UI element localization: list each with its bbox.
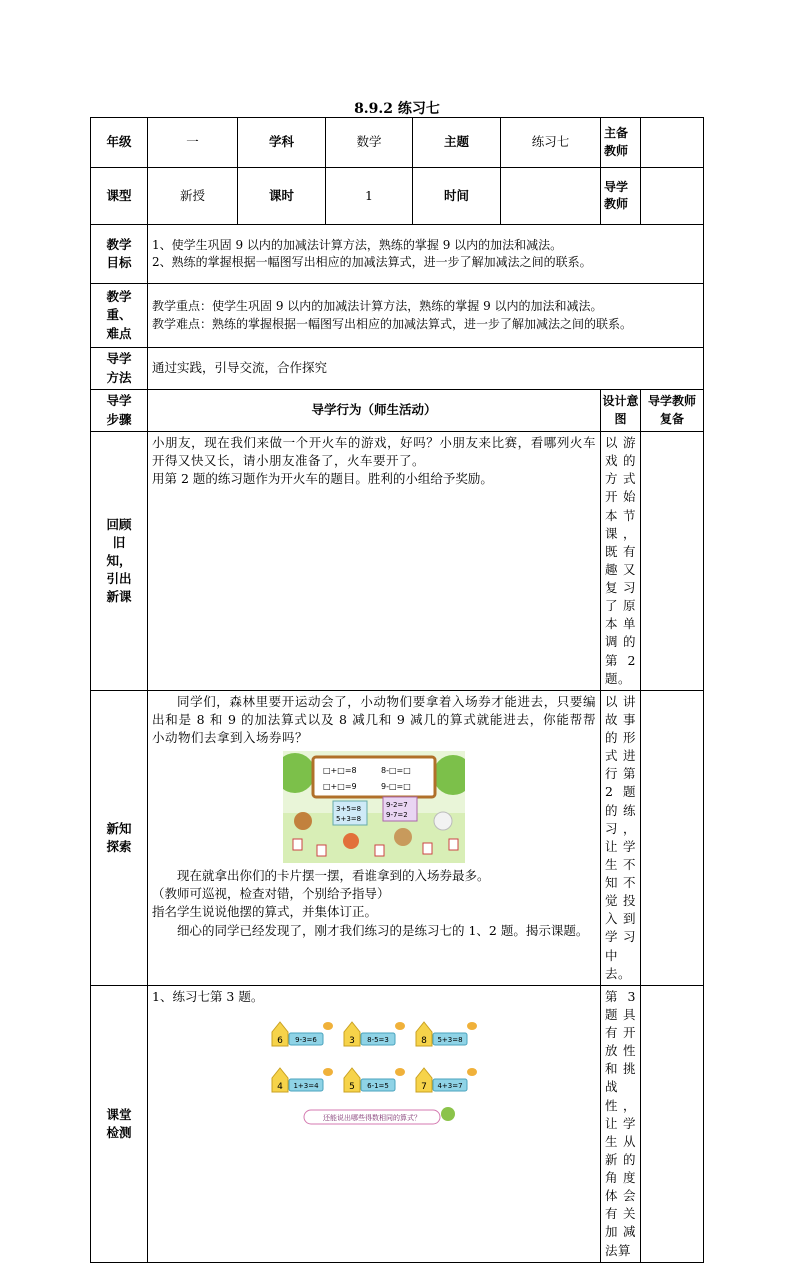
topic-value: 练习七 (501, 118, 601, 168)
number-card (293, 839, 302, 850)
bee-icon (467, 1068, 477, 1076)
lesson-type-value: 新授 (148, 168, 238, 225)
intent-header-text: 设计意图 (602, 394, 639, 426)
check-intent: 第 3 题具有开放性和挑战性，让学生从新的角度体会有关加减法算 (601, 985, 641, 1262)
check-section-label: 课堂检测 (91, 985, 148, 1262)
method-label: 导学方法 (91, 348, 148, 390)
bear-icon (394, 828, 412, 846)
grade-value: 一 (148, 118, 238, 168)
solution-2: 5+3=8 (336, 815, 362, 824)
board-row2-right: 9-□=□ (381, 782, 411, 792)
review-paragraph-2: 用第 2 题的练习题作为开火车的题目。胜利的小组给予奖励。 (152, 471, 493, 487)
lead-teacher-value (641, 118, 704, 168)
rabbit-icon (434, 812, 452, 830)
goals-label: 教学目标 (91, 225, 148, 284)
explore-paragraph-1: 同学们，森林里要开运动会了，小动物们要拿着入场券才能进去，只要编出和是 8 和 9 的加法算式以及 8 减几和 9 减几的算式就能进去，你能帮帮小动物们去拿到入场券吗？ (152, 693, 596, 745)
period-label: 课时 (238, 168, 326, 225)
fox-icon (343, 833, 359, 849)
page-title: 8.9.2 练习七 (354, 101, 440, 117)
key-points-label: 教学重、难点 (91, 284, 148, 348)
number-card (375, 845, 384, 856)
review-header: 导学教师复备 (641, 390, 704, 432)
equation-text: 5+3=8 (437, 1035, 463, 1044)
steps-header: 导学步骤 (91, 390, 148, 432)
check-paragraph-1: 1、练习七第 3 题。 (152, 988, 264, 1004)
check-notes (641, 985, 704, 1262)
number-houses-illustration (268, 1010, 480, 1128)
bee-icon (395, 1068, 405, 1076)
tree-icon (441, 1107, 455, 1121)
grade-label: 年级 (91, 118, 148, 168)
subject-label: 学科 (238, 118, 326, 168)
review-notes (641, 432, 704, 691)
number-card (423, 843, 432, 854)
review-section-label: 回顾旧知，引出新课 (91, 432, 148, 691)
time-label: 时间 (413, 168, 501, 225)
monkey-icon (294, 812, 312, 830)
solution-4: 9-7=2 (386, 811, 408, 820)
prompt-text: 还能说出哪些得数相同的算式？ (323, 1113, 421, 1122)
explore-paragraph-2: 现在就拿出你们的卡片摆一摆，看谁拿到的入场券最多。 (177, 868, 490, 884)
bee-icon (467, 1022, 477, 1030)
goals-line-1: 1、使学生巩固 9 以内的加减法计算方法，熟练的掌握 9 以内的加法和减法。 (152, 237, 563, 252)
explore-intent: 以讲故事的形式进行第 2 题的练习，让学生不知不觉投入到学习中去。 (601, 690, 641, 985)
review-paragraph-1: 小朋友，现在我们来做一个开火车的游戏，好吗？小朋友来比赛，看哪列火车开得又快又长，请小朋友准备了，火车要开了。 (152, 435, 596, 469)
house-number: 6 (277, 1035, 283, 1046)
intent-header (601, 390, 641, 432)
house-number: 8 (421, 1035, 427, 1046)
explore-paragraph-3: （教师可巡视，检查对错，个别给予指导） (152, 886, 390, 902)
key-point-line-1: 教学重点：使学生巩固 9 以内的加减法计算方法，熟练的掌握 9 以内的加法和减法。 (152, 299, 603, 314)
equation-text: 8-5=3 (367, 1035, 389, 1044)
explore-paragraph-5: 细心的同学已经发现了，刚才我们练习的是练习七的 1、2 题。揭示课题。 (177, 922, 589, 938)
house-number: 7 (421, 1081, 427, 1092)
board-row1-right: 8-□=□ (381, 766, 411, 776)
guide-teacher-value (641, 168, 704, 225)
equation-text: 1+3=4 (293, 1081, 319, 1090)
number-card (317, 845, 326, 856)
method-value: 通过实践，引导交流，合作探究 (148, 348, 704, 390)
house-number: 4 (277, 1081, 283, 1092)
guide-teacher-label: 导学教师 (601, 168, 641, 225)
explore-notes (641, 690, 704, 985)
bee-icon (323, 1068, 333, 1076)
equation-text: 4+3=7 (437, 1081, 463, 1090)
solution-3: 9-2=7 (386, 801, 408, 810)
bee-icon (395, 1022, 405, 1030)
review-intent: 以游戏的方式开始本节课，既有趣又复习了原本单调的第 2 题。 (601, 432, 641, 691)
bee-icon (323, 1022, 333, 1030)
board-row2-left: □+□=9 (323, 782, 357, 792)
equation-text: 9-3=6 (295, 1035, 317, 1044)
board-row1-left: □+□=8 (323, 766, 357, 776)
subject-value: 数学 (326, 118, 413, 168)
explore-section-label: 新知探索 (91, 690, 148, 985)
period-value: 1 (326, 168, 413, 225)
lead-teacher-label: 主备教师 (601, 118, 641, 168)
topic-label: 主题 (413, 118, 501, 168)
signboard (313, 757, 435, 797)
explore-paragraph-4: 指名学生说说他摆的算式，并集体订正。 (152, 904, 378, 920)
house-number: 3 (349, 1035, 355, 1046)
key-point-line-2: 教学难点：熟练的掌握根据一幅图写出相应的加减法算式，进一步了解加减法之间的联系。 (152, 316, 633, 331)
forest-sports-illustration (283, 751, 465, 863)
lesson-type-label: 课型 (91, 168, 148, 225)
time-value (501, 168, 601, 225)
activity-header: 导学行为（师生活动） (148, 390, 601, 432)
house-number: 5 (349, 1081, 355, 1092)
equation-text: 6-1=5 (367, 1081, 389, 1090)
lesson-plan-table (90, 117, 704, 1263)
solution-1: 3+5=8 (336, 805, 362, 814)
goals-line-2: 2、熟练的掌握根据一幅图写出相应的加减法算式，进一步了解加减法之间的联系。 (152, 255, 592, 269)
number-card (449, 839, 458, 850)
